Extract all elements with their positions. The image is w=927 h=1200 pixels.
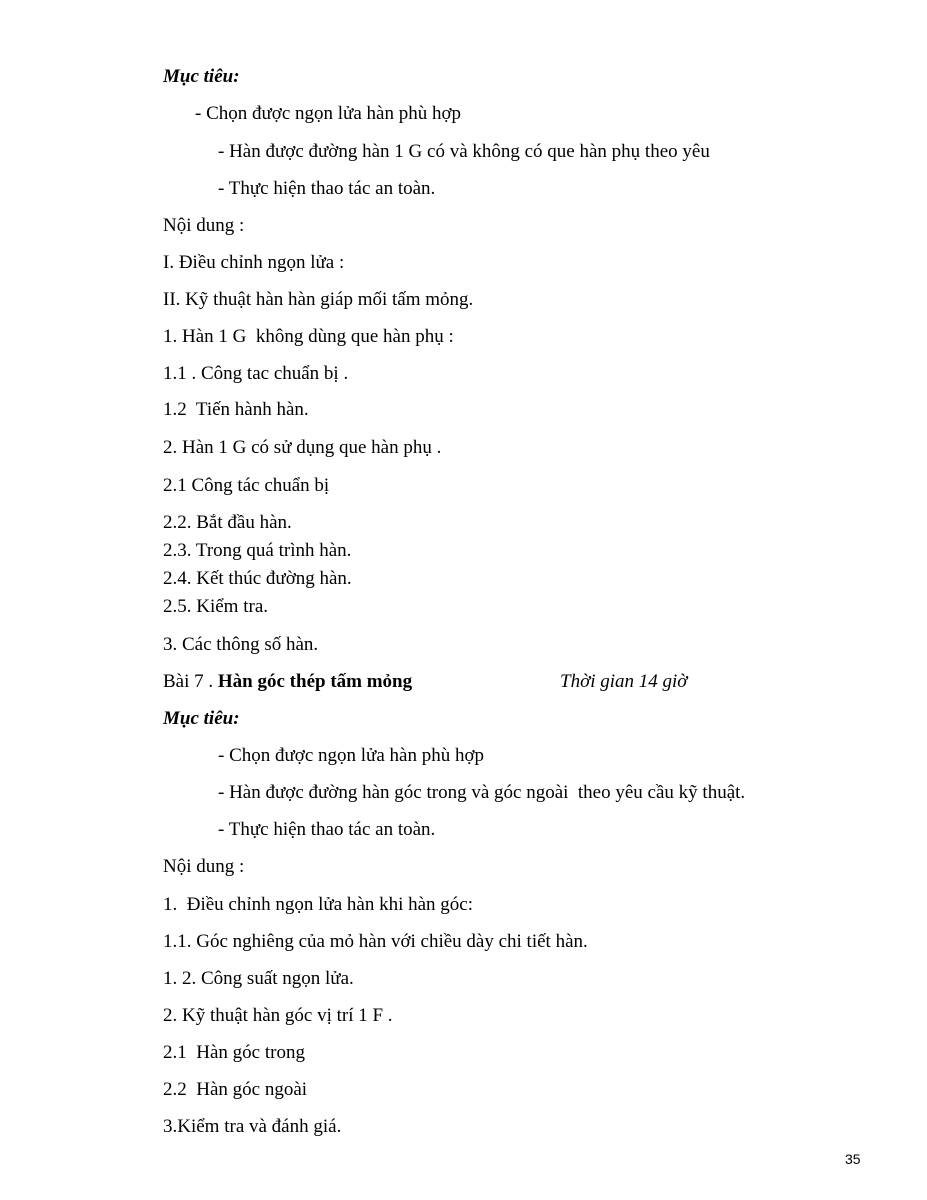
content-item: 2.1 Công tác chuẩn bị bbox=[163, 475, 330, 496]
lesson-duration: Thời gian 14 giờ bbox=[560, 671, 688, 692]
content-item: 1.1 . Công tac chuẩn bị . bbox=[163, 363, 349, 384]
content-heading: Nội dung : bbox=[163, 856, 245, 877]
objective-item: - Chọn được ngọn lửa hàn phù hợp bbox=[218, 745, 485, 766]
objective-item: - Thực hiện thao tác an toàn. bbox=[218, 178, 436, 199]
content-item: 2.4. Kết thúc đường hàn. bbox=[163, 568, 352, 589]
objectives-heading: Mục tiêu: bbox=[163, 66, 240, 87]
objective-item: - Thực hiện thao tác an toàn. bbox=[218, 819, 436, 840]
content-item: 1. Điều chỉnh ngọn lửa hàn khi hàn góc: bbox=[163, 894, 474, 915]
content-item: 3. Các thông số hàn. bbox=[163, 634, 319, 655]
content-item: 2.5. Kiểm tra. bbox=[163, 596, 269, 617]
content-item: 1. 2. Công suất ngọn lửa. bbox=[163, 968, 354, 989]
content-item: 2.1 Hàn góc trong bbox=[163, 1042, 305, 1063]
content-item: 1.1. Góc nghiêng của mỏ hàn với chiều dày chi tiết hàn. bbox=[163, 931, 588, 952]
content-item: 2.3. Trong quá trình hàn. bbox=[163, 540, 352, 561]
page-number: 35 bbox=[845, 1151, 861, 1167]
content-item: II. Kỹ thuật hàn hàn giáp mối tấm mỏng. bbox=[163, 289, 474, 310]
content-item: I. Điều chỉnh ngọn lửa : bbox=[163, 252, 345, 273]
objective-item: - Hàn được đường hàn 1 G có và không có que hàn phụ theo yêu bbox=[218, 141, 710, 162]
content-item: 3.Kiểm tra và đánh giá. bbox=[163, 1116, 342, 1137]
content-item: 2. Kỹ thuật hàn góc vị trí 1 F . bbox=[163, 1005, 393, 1026]
lesson-title-line bbox=[163, 670, 412, 694]
lesson-prefix: Bài 7 . bbox=[163, 671, 218, 692]
content-item: 1. Hàn 1 G không dùng que hàn phụ : bbox=[163, 326, 454, 347]
content-item: 2.2 Hàn góc ngoài bbox=[163, 1079, 308, 1100]
content-item: 1.2 Tiến hành hàn. bbox=[163, 399, 309, 420]
objective-item: - Hàn được đường hàn góc trong và góc ngoài theo yêu cầu kỹ thuật. bbox=[218, 782, 746, 803]
objectives-heading: Mục tiêu: bbox=[163, 708, 240, 729]
content-item: 2. Hàn 1 G có sử dụng que hàn phụ . bbox=[163, 437, 442, 458]
content-item: 2.2. Bắt đầu hàn. bbox=[163, 512, 292, 533]
lesson-title: Hàn góc thép tấm mỏng bbox=[217, 671, 413, 692]
objective-item: - Chọn được ngọn lửa hàn phù hợp bbox=[195, 103, 462, 124]
content-heading: Nội dung : bbox=[163, 215, 245, 236]
